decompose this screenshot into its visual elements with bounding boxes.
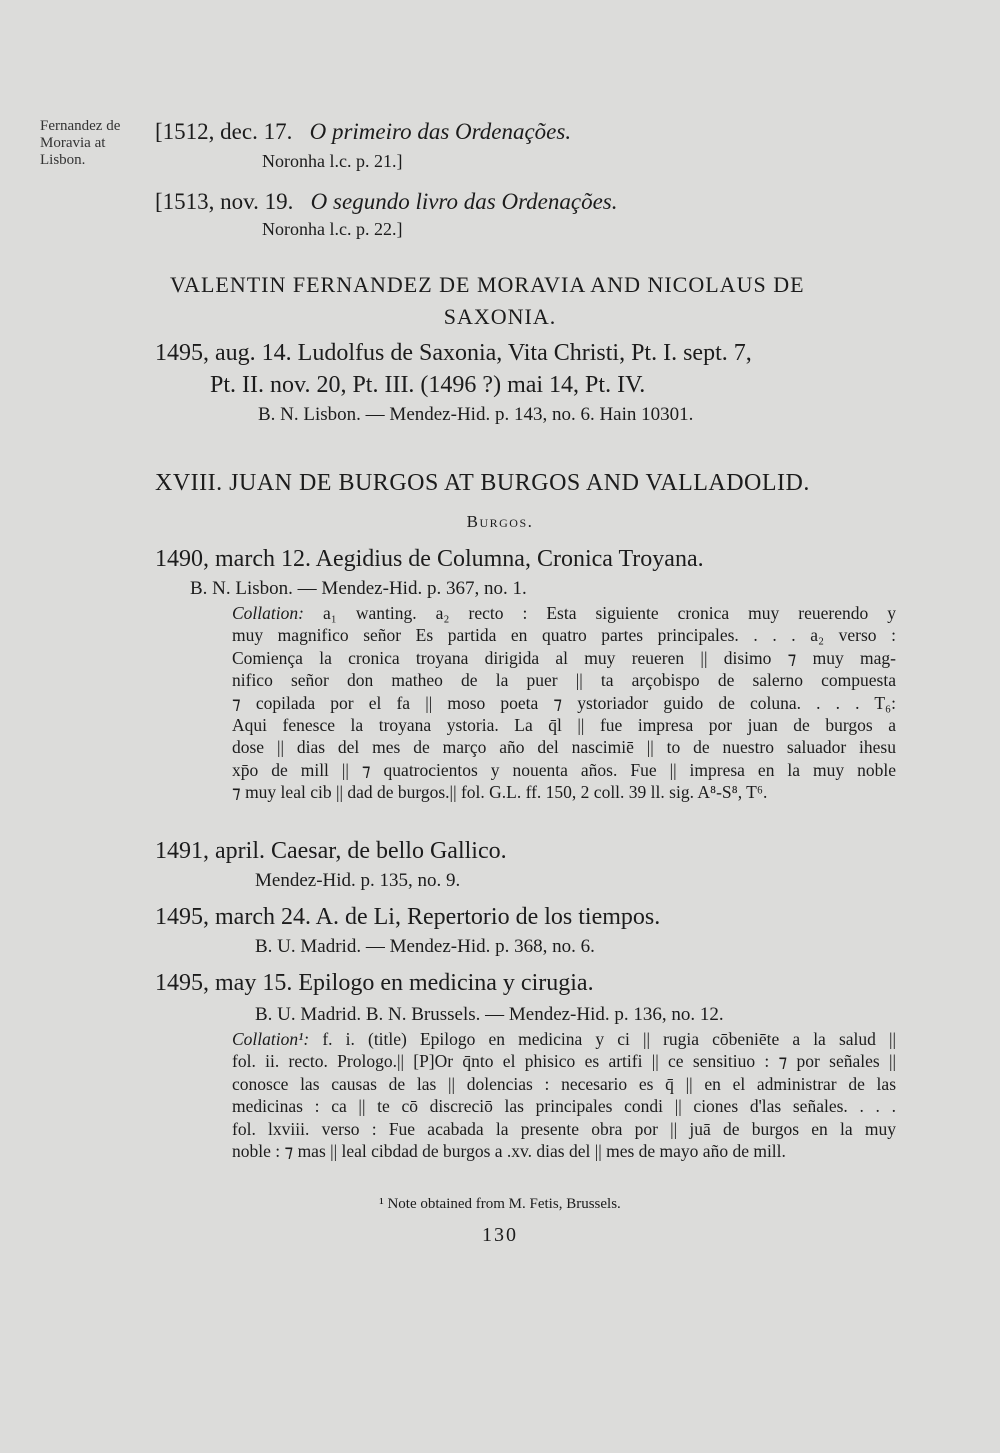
entry-source: Noronha l.c. p. 21.] — [262, 151, 403, 171]
page-number: 130 — [482, 1224, 518, 1246]
entry-1490: 1490, march 12. Aegidius de Columna, Cronica Troyana. — [155, 546, 704, 572]
entry-source: B. U. Madrid. B. N. Brussels. — Mendez-Hid. p. 136, no. 12. — [255, 1004, 724, 1025]
collation-label: Collation¹: — [232, 1029, 310, 1049]
chapter-heading: XVIII. JUAN DE BURGOS AT BURGOS AND VALLADOLID. — [155, 470, 810, 496]
entry-1495-aug-cont: Pt. II. nov. 20, Pt. III. (1496 ?) mai 14, Pt. IV. — [210, 372, 646, 398]
collation-block: Collation: a₁ wanting. a₂ recto : Esta siguiente cronica muy reuerendo y muy magnifico señor Es partida en quatro partes principales. . . . a₂ verso : Comiença la cronica troyana dirigida al muy reueren || disimo ⁊ muy mag- nifico señor don matheo de la puer || ta arçobispo de salerno compuesta ⁊ copilada por el fa || moso poeta ⁊ ystoriador guido de coluna. . . . T₆: Aqui fenesce la troyana ystoria. La q̄l || fue impresa por juan de burgos a dose || dias del mes de março año del nascimiē || to de nuestro saluador ihesu xp̄o de mill || ⁊ quatrocientos y nouenta años. Fue || impresa en la muy noble ⁊ muy leal cib || dad de burgos.|| fol. G.L. ff. 150, 2 coll. 39 ll. sig. A⁸-S⁸, T⁶. — [232, 603, 897, 803]
entry-date: [1512, dec. 17. — [155, 119, 293, 144]
subheading: Burgos. — [466, 512, 534, 531]
entry-source: B. U. Madrid. — Mendez-Hid. p. 368, no. 6. — [255, 936, 595, 957]
entry-source: B. N. Lisbon. — Mendez-Hid. p. 143, no. 6. Hain 10301. — [258, 404, 694, 425]
entry-source: Mendez-Hid. p. 135, no. 9. — [255, 870, 461, 891]
margin-note: Fernandez de Moravia at Lisbon. — [40, 118, 121, 168]
entry-1513 — [155, 188, 618, 216]
entry-date: [1513, nov. 19. — [155, 189, 294, 214]
collation-label: Collation: — [232, 603, 304, 623]
section-heading: VALENTIN FERNANDEZ DE MORAVIA AND NICOLAUS DE — [170, 272, 805, 297]
section-heading-cont: SAXONIA. — [443, 304, 557, 329]
entry-1491: 1491, april. Caesar, de bello Gallico. — [155, 838, 507, 864]
entry-1495-may: 1495, may 15. Epilogo en medicina y cirugia. — [155, 970, 594, 996]
entry-title: O segundo livro das Ordenações. — [310, 189, 618, 214]
entry-title: O primeiro das Ordenações. — [309, 119, 572, 144]
entry-source: Noronha l.c. p. 22.] — [262, 219, 403, 239]
entry-1512 — [155, 118, 571, 146]
entry-source: B. N. Lisbon. — Mendez-Hid. p. 367, no. 1. — [190, 578, 527, 599]
collation-block: Collation¹: f. i. (title) Epilogo en medicina y ci || rugia cōbeniēte a la salud || fol. ii. recto. Prologo.|| [P]Or q̄nto el phisico es artifi || ce sensitiuo : ⁊ por señales || conosce las causas de las || dolencias : necesario es q̄ || en el administrar de las medicinas : ca || te cō discreciō las principales condi || ciones d'las señales. . . . fol. lxviii. verso : Fue acabada la presente obra por || juā de burgos en la muy noble : ⁊ mas || leal cibdad de burgos a .xv. dias del || mes de mayo año de mill. — [232, 1029, 896, 1162]
entry-1495-aug: 1495, aug. 14. Ludolfus de Saxonia, Vita Christi, Pt. I. sept. 7, — [155, 340, 752, 366]
footnote: ¹ Note obtained from M. Fetis, Brussels. — [379, 1196, 621, 1212]
entry-1495-march: 1495, march 24. A. de Li, Repertorio de los tiempos. — [155, 904, 661, 930]
